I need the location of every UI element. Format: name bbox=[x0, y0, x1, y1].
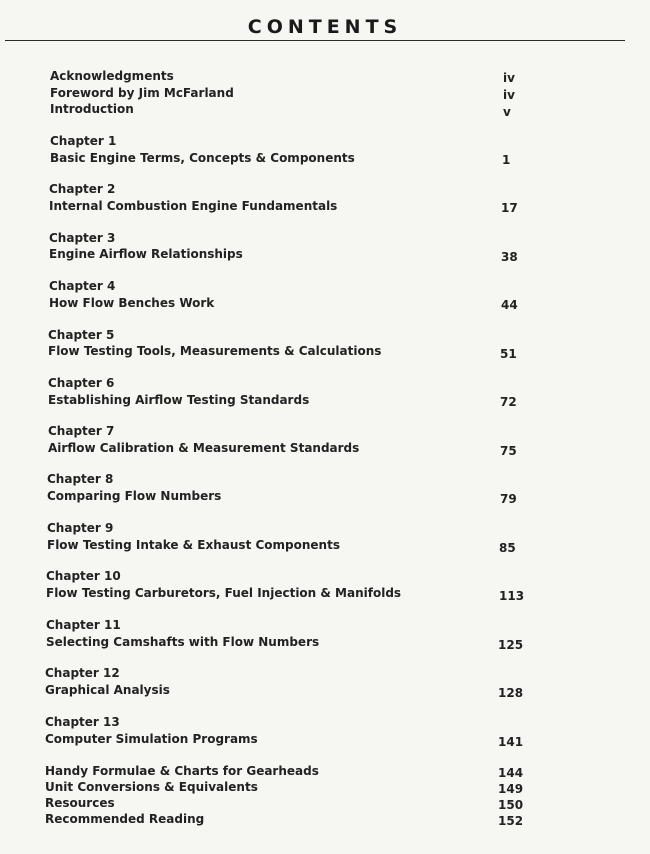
chapter-4-title[interactable]: How Flow Benches Work bbox=[49, 296, 215, 310]
chapter-12-title[interactable]: Graphical Analysis bbox=[45, 683, 170, 697]
chapter-9-page: 85 bbox=[499, 541, 516, 555]
chapter-13-label: Chapter 13 bbox=[45, 715, 120, 729]
chapter-5-page: 51 bbox=[500, 347, 517, 361]
chapter-1-title[interactable]: Basic Engine Terms, Concepts & Components bbox=[50, 151, 355, 165]
chapter-11-title[interactable]: Selecting Camshafts with Flow Numbers bbox=[46, 635, 320, 649]
chapter-5-title[interactable]: Flow Testing Tools, Measurements & Calculations bbox=[48, 344, 382, 358]
chapter-4-page: 44 bbox=[501, 298, 518, 312]
title-divider bbox=[5, 40, 625, 41]
chapter-2-title[interactable]: Internal Combustion Engine Fundamentals bbox=[49, 199, 338, 213]
chapter-11-page: 125 bbox=[498, 638, 524, 652]
toc-entry-resources-title[interactable]: Resources bbox=[45, 796, 115, 810]
chapter-4-label: Chapter 4 bbox=[49, 279, 116, 293]
chapter-12-page: 128 bbox=[498, 686, 524, 700]
toc-entry-formulae-title[interactable]: Handy Formulae & Charts for Gearheads bbox=[45, 764, 319, 778]
toc-entry-foreword-page: iv bbox=[503, 88, 515, 102]
chapter-5-label: Chapter 5 bbox=[48, 328, 115, 342]
chapter-2-page: 17 bbox=[501, 201, 518, 215]
chapter-7-title[interactable]: Airflow Calibration & Measurement Standards bbox=[48, 441, 360, 455]
chapter-3-label: Chapter 3 bbox=[49, 231, 116, 245]
toc-entry-foreword-title[interactable]: Foreword by Jim McFarland bbox=[50, 86, 234, 100]
toc-entry-introduction-title[interactable]: Introduction bbox=[50, 102, 134, 116]
toc-entry-reading-title[interactable]: Recommended Reading bbox=[45, 812, 205, 826]
chapter-9-label: Chapter 9 bbox=[47, 521, 114, 535]
chapter-3-page: 38 bbox=[501, 250, 518, 264]
toc-entry-formulae-page: 144 bbox=[498, 766, 524, 780]
page-title: CONTENTS bbox=[247, 16, 403, 38]
chapter-8-title[interactable]: Comparing Flow Numbers bbox=[47, 489, 222, 503]
toc-entry-conversions-title[interactable]: Unit Conversions & Equivalents bbox=[45, 780, 258, 794]
toc-entry-conversions-page: 149 bbox=[498, 782, 524, 796]
toc-entry-acknowledgments-page: iv bbox=[503, 71, 515, 85]
chapter-1-page: 1 bbox=[502, 153, 511, 167]
chapter-10-page: 113 bbox=[499, 589, 525, 603]
chapter-13-title[interactable]: Computer Simulation Programs bbox=[45, 732, 258, 746]
toc-entry-introduction-page: v bbox=[503, 105, 511, 119]
chapter-9-title[interactable]: Flow Testing Intake & Exhaust Components bbox=[47, 538, 340, 552]
chapter-2-label: Chapter 2 bbox=[49, 182, 116, 196]
chapter-6-label: Chapter 6 bbox=[48, 376, 115, 390]
chapter-3-title[interactable]: Engine Airflow Relationships bbox=[49, 247, 243, 261]
chapter-7-page: 75 bbox=[500, 444, 517, 458]
chapter-11-label: Chapter 11 bbox=[46, 618, 121, 632]
toc-entry-resources-page: 150 bbox=[498, 798, 524, 812]
chapter-10-title[interactable]: Flow Testing Carburetors, Fuel Injection & Manifolds bbox=[46, 586, 402, 600]
chapter-6-page: 72 bbox=[500, 395, 517, 409]
chapter-1-label: Chapter 1 bbox=[50, 134, 117, 148]
chapter-6-title[interactable]: Establishing Airflow Testing Standards bbox=[48, 393, 310, 407]
toc-entry-reading-page: 152 bbox=[498, 814, 524, 828]
chapter-13-page: 141 bbox=[498, 735, 524, 749]
chapter-7-label: Chapter 7 bbox=[48, 424, 115, 438]
chapter-10-label: Chapter 10 bbox=[46, 569, 121, 583]
chapter-8-label: Chapter 8 bbox=[47, 472, 114, 486]
chapter-12-label: Chapter 12 bbox=[45, 666, 120, 680]
toc-entry-acknowledgments-title[interactable]: Acknowledgments bbox=[50, 69, 174, 83]
chapter-8-page: 79 bbox=[500, 492, 517, 506]
